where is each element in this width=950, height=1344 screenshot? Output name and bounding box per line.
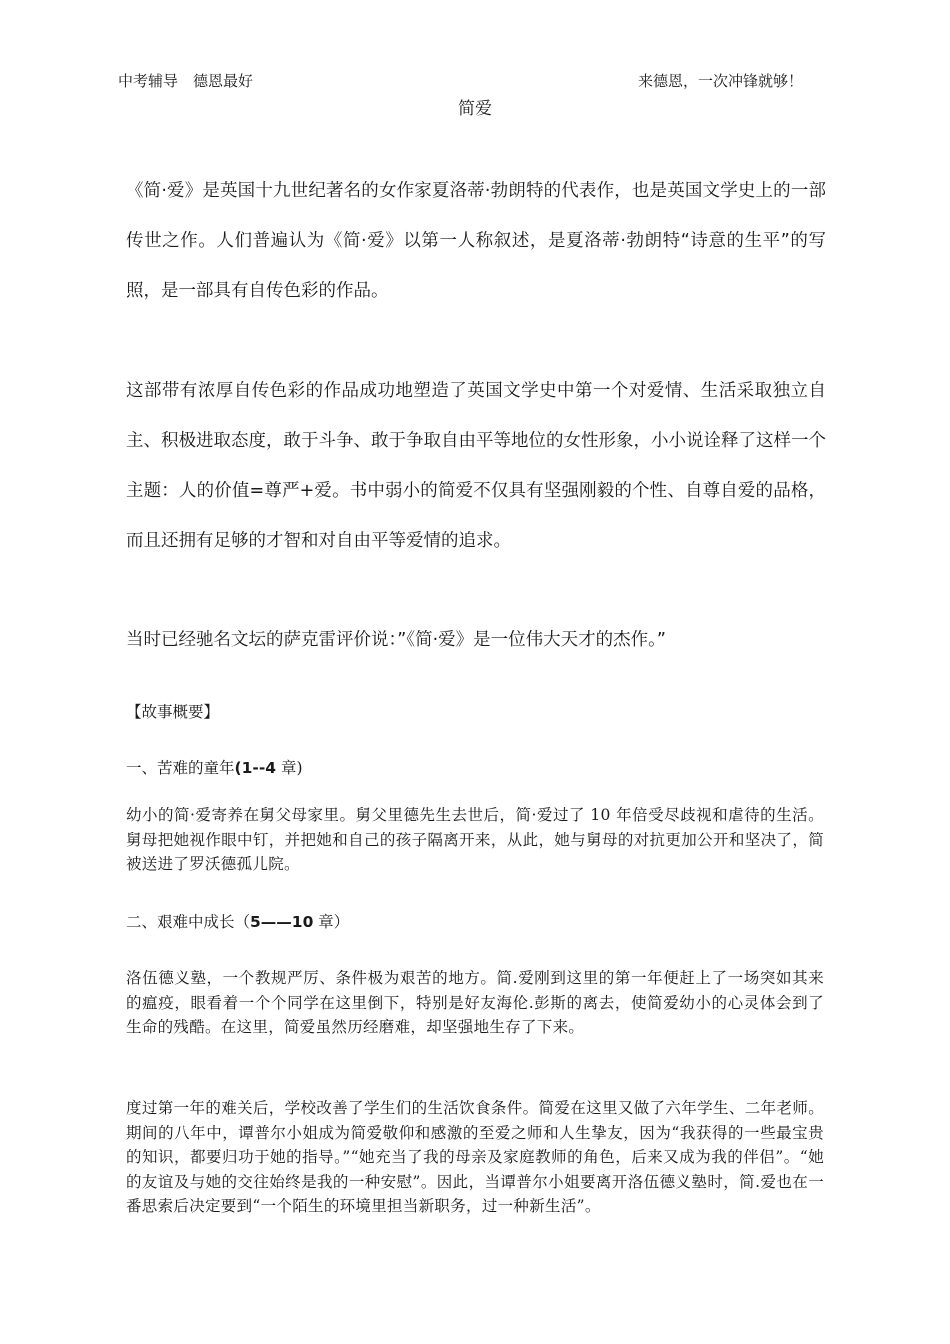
section-2-title: 二、艰难中成长（ <box>126 913 251 931</box>
summary-heading: 【故事概要】 <box>126 703 220 721</box>
page-title: 简爱 <box>458 99 492 119</box>
section-2-heading <box>126 910 349 932</box>
section-1-title: 一、苦难的童年 <box>126 759 235 777</box>
section-1-chapter-range: (1--4 <box>234 759 277 777</box>
header-right-slogan: 来德恩，一次冲锋就够！ <box>638 72 804 90</box>
section-1-chapter-suffix: 章) <box>276 759 303 777</box>
intro-paragraph-2: 这部带有浓厚自传色彩的作品成功地塑造了英国文学史中第一个对爱情、生活采取独立自主、积极进取态度，敢于斗争、敢于争取自由平等地位的女性形象，小小说诠释了这样一个主题：人的价值=尊严+爱。书中弱小的简爱不仅具有坚强刚毅的个性、自尊自爱的品格，而且还拥有足够的才智和对自由平等爱情的追求。 <box>126 381 826 551</box>
section-2-paragraph-2: 度过第一年的难关后，学校改善了学生们的生活饮食条件。简爱在这里又做了六年学生、二年老师。期间的八年中，谭普尔小姐成为简爱敬仰和感激的至爱之师和人生挚友，因为“我获得的一些最宝贵的知识，都要归功于她的指导。”“她充当了我的母亲及家庭教师的角色，后来又成为我的伴侣”。“她的友谊及与她的交往始终是我的一种安慰”。因此，当谭普尔小姐要离开洛伍德义塾时，简.爱也在一番思索后决定要到“一个陌生的环境里担当新职务，过一种新生活”。 <box>126 1099 824 1215</box>
section-2-chapter-range: 5——10 <box>250 913 314 931</box>
section-1-paragraph-1: 幼小的简·爱寄养在舅父母家里。舅父里德先生去世后，简·爱过了 10 年倍受尽歧视和虐待的生活。舅母把她视作眼中钉，并把她和自己的孩子隔离开来，从此，她与舅母的对抗更加公开和坚决了，简被送进了罗沃德孤儿院。 <box>126 806 824 873</box>
section-1-heading <box>126 756 303 778</box>
section-2-paragraph-1: 洛伍德义塾，一个教规严厉、条件极为艰苦的地方。简.爱刚到这里的第一年便赶上了一场突如其来的瘟疫，眼看着一个个同学在这里倒下，特别是好友海伦.彭斯的离去，使简爱幼小的心灵体会到了生命的残酷。在这里，简爱虽然历经磨难，却坚强地生存了下来。 <box>126 969 824 1036</box>
section-2-chapter-suffix: 章） <box>313 913 350 931</box>
intro-paragraph-1: 《简·爱》是英国十九世纪著名的女作家夏洛蒂·勃朗特的代表作，也是英国文学史上的一部传世之作。人们普遍认为《简·爱》以第一人称叙述，是夏洛蒂·勃朗特“诗意的生平”的写照，是一部具有自传色彩的作品。 <box>126 181 826 301</box>
header-left-slogan: 中考辅导 德恩最好 <box>118 72 254 90</box>
intro-paragraph-3: 当时已经驰名文坛的萨克雷评价说：”《简·爱》是一位伟大天才的杰作。” <box>126 630 666 650</box>
